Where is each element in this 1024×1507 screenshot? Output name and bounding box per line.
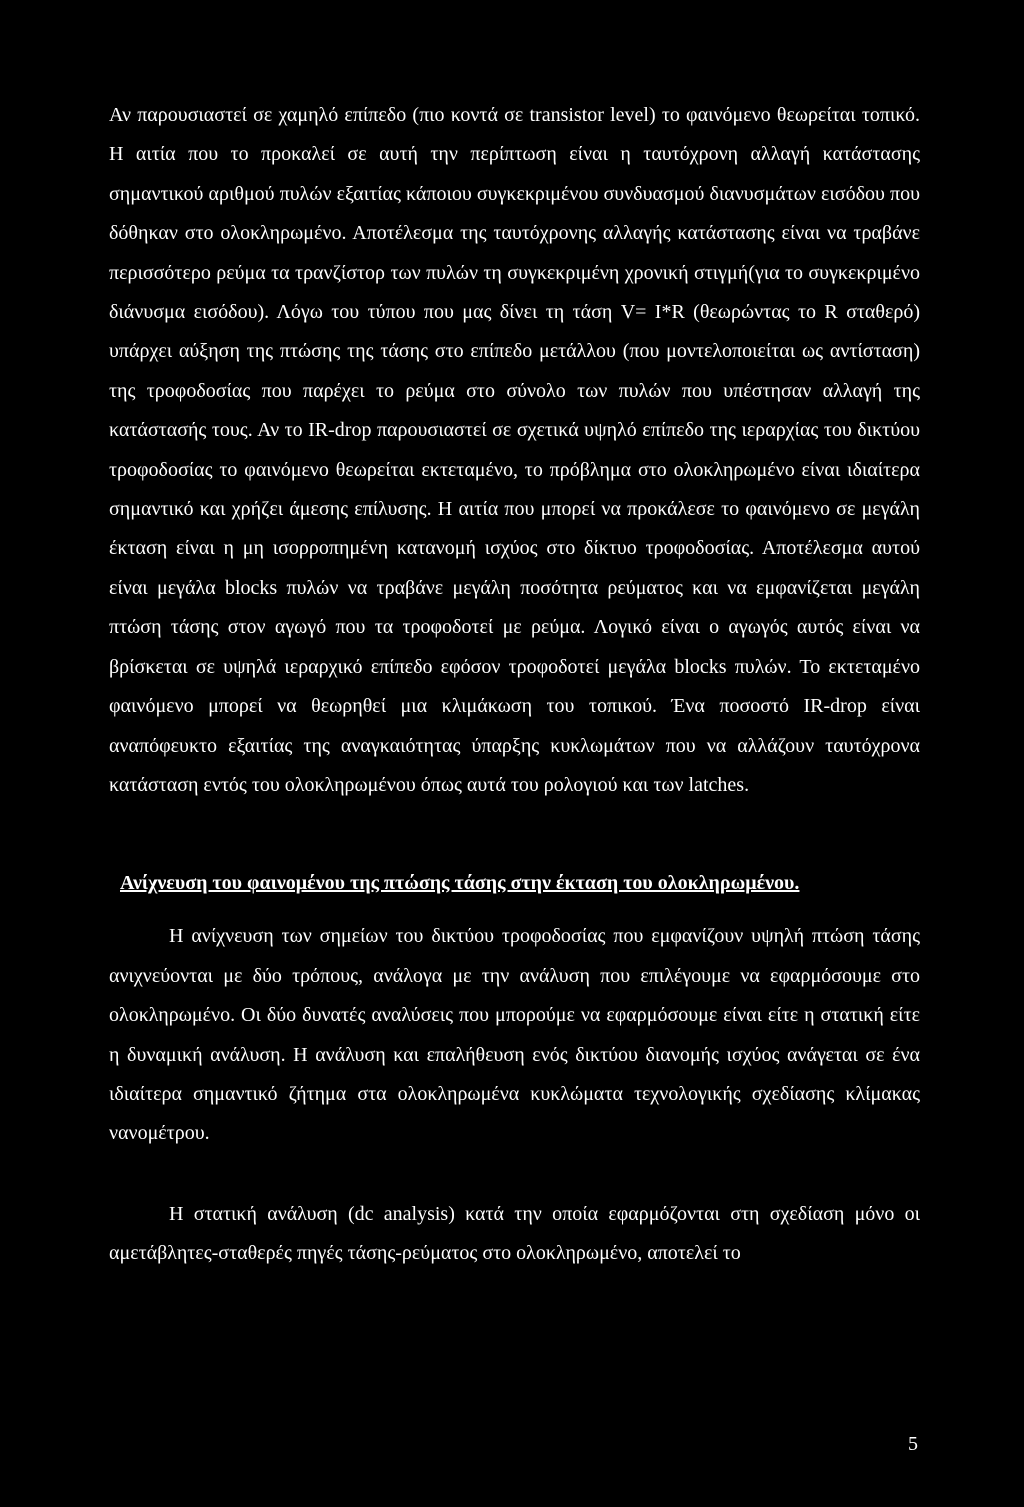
body-paragraph: Η στατική ανάλυση (dc analysis) κατά την οποία εφαρμόζονται στη σχεδίαση μόνο οι αμετάβλητες-σταθερές πηγές τάσης-ρεύματος στο ολοκληρωμένο, αποτελεί το	[109, 1202, 920, 1265]
page-number: 5	[908, 1433, 918, 1455]
body-paragraph: Αν παρουσιαστεί σε χαμηλό επίπεδο (πιο κοντά σε transistor level) το φαινόμενο θεωρείται τοπικό. Η αιτία που το προκαλεί σε αυτή την περίπτωση είναι η ταυτόχρονη αλλαγή κατάστασης σημαντικού αριθμού πυλών εξαιτίας κάποιου συγκεκριμένου συνδυασμού διανυσμάτων εισόδου που δόθηκαν στο ολοκληρωμένο. Αποτέλεσμα της ταυτόχρονης αλλαγής κατάστασης είναι να τραβάνε περισσότερο ρεύμα τα τρανζίστορ των πυλών τη συγκεκριμένη χρονική στιγμή(για το συγκεκριμένο διάνυσμα εισόδου). Λόγω του τύπου που μας δίνει τη τάση V= I*R (θεωρώντας το R σταθερό) υπάρχει αύξηση της πτώσης της τάσης στο επίπεδο μετάλλου (που μοντελοποιείται ως αντίσταση) της τροφοδοσίας που παρέχει το ρεύμα στο σύνολο των πυλών που υπέστησαν αλλαγή της κατάστασής τους. Αν το IR-drop παρουσιαστεί σε σχετικά υψηλό επίπεδο της ιεραρχίας του δικτύου τροφοδοσίας το φαινόμενο θεωρείται εκτεταμένο, το πρόβλημα στο ολοκληρωμένο είναι ιδιαίτερα σημαντικό και χρήζει άμεσης επίλυσης. Η αιτία που μπορεί να προκάλεσε το φαινόμενο σε μεγάλη έκταση είναι η μη ισορροπημένη κατανομή ισχύος στο δίκτυο τροφοδοσίας. Αποτέλεσμα αυτού είναι μεγάλα blocks πυλών να τραβάνε μεγάλη ποσότητα ρεύματος και να εμφανίζεται μεγάλη πτώση τάσης στον αγωγό που τα τροφοδοτεί με ρεύμα. Λογικό είναι ο αγωγός αυτός είναι να βρίσκεται σε υψηλά ιεραρχικό επίπεδο εφόσον τροφοδοτεί μεγάλα blocks πυλών. Το εκτεταμένο φαινόμενο μπορεί να θεωρηθεί μια κλιμάκωση του τοπικού. Ένα ποσοστό IR-drop είναι αναπόφευκτο εξαιτίας της αναγκαιότητας ύπαρξης κυκλωμάτων που να αλλάζουν ταυτόχρονα κατάσταση εντός του ολοκληρωμένου όπως αυτά του ρολογιού και των latches.	[109, 104, 920, 796]
section-heading: Ανίχνευση του φαινομένου της πτώσης τάσης στην έκταση του ολοκληρωμένου.	[120, 872, 800, 895]
spacer	[109, 1154, 920, 1195]
page-body	[109, 96, 920, 1274]
body-paragraph: Η ανίχνευση των σημείων του δικτύου τροφοδοσίας που εμφανίζουν υψηλή πτώση τάσης ανιχνεύονται με δύο τρόπους, ανάλογα με την ανάλυση που επιλέγουμε να εφαρμόσουμε στο ολοκληρωμένο. Οι δύο δυνατές αναλύσεις που μπορούμε να εφαρμόσουμε είναι είτε η στατική είτε η δυναμική ανάλυση. Η ανάλυση και επαλήθευση ενός δικτύου διανομής ισχύος ανάγεται σε ένα ιδιαίτερα σημαντικό ζήτημα στα ολοκληρωμένα κυκλώματα τεχνολογικής σχεδίασης κλίμακας νανομέτρου.	[109, 925, 920, 1145]
spacer	[109, 903, 920, 917]
